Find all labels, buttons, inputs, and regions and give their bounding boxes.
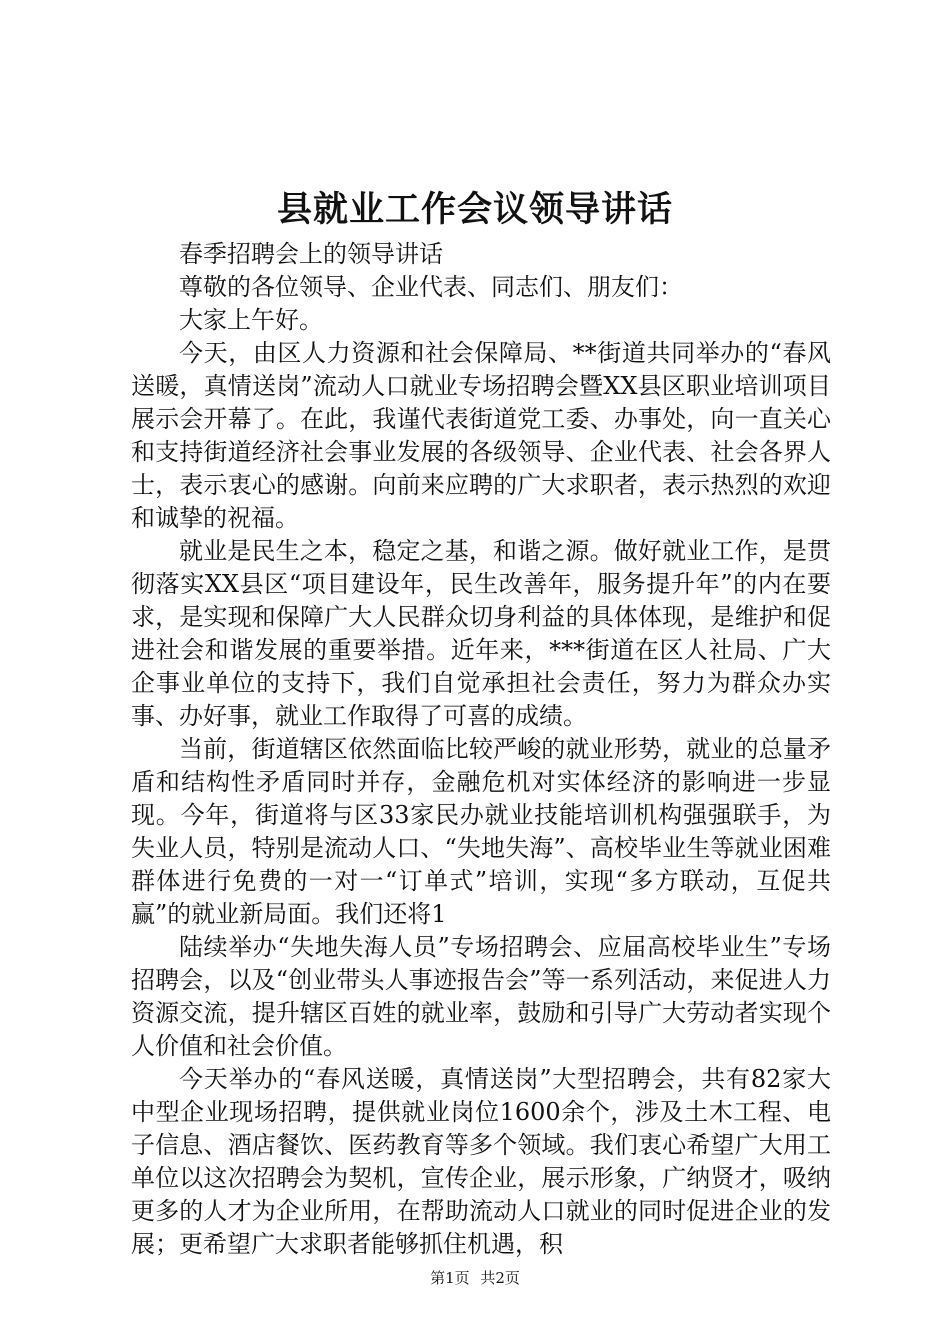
document-body [131,238,831,1261]
paragraph-subtitle: 春季招聘会上的领导讲话 [179,240,443,268]
page-number: 第1页 [430,1269,470,1287]
page-footer [0,1268,950,1288]
paragraph-job-fair: 今天举办的“春风送暖，真情送岗”大型招聘会，共有82家大中型企业现场招聘，提供就业岗位1600余个，涉及土木工程、电子信息、酒店餐饮、医药教育等多个领域。我们衷心希望广大用工单位以这次招聘会为契机，宣传企业，展示形象，广纳贤才，吸纳更多的人才为企业所用，在帮助流动人口就业的同时促进企业的发展；更希望广大求职者能够抓住机遇，积 [131,1065,831,1258]
document-title: 县就业工作会议领导讲话 [276,189,673,230]
paragraph-activities: 陆续举办“失地失海人员”专场招聘会、应届高校毕业生”专场招聘会，以及“创业带头人事迹报告会”等一系列活动，来促进人力资源交流，提升辖区百姓的就业率，鼓励和引导广大劳动者实现个人价值和社会价值。 [131,933,831,1060]
paragraph-greeting: 大家上午好。 [179,306,323,334]
paragraph-employment-importance: 就业是民生之本，稳定之基，和谐之源。做好就业工作，是贯彻落实XX县区“项目建设年，民生改善年，服务提升年”的内在要求，是实现和保障广大人民群众切身利益的具体体现，是维护和促进社会和谐发展的重要举措。近年来，***街道在区人社局、广大企事业单位的支持下，我们自觉承担社会责任，努力为群众办实事、办好事，就业工作取得了可喜的成绩。 [131,537,831,730]
paragraph-salutation: 尊敬的各位领导、企业代表、同志们、朋友们： [179,273,683,301]
paragraph-current-situation: 当前，街道辖区依然面临比较严峻的就业形势，就业的总量矛盾和结构性矛盾同时并存，金融危机对实体经济的影响进一步显现。今年，街道将与区33家民办就业技能培训机构强强联手，为失业人员，特别是流动人口、“失地失海”、高校毕业生等就业困难群体进行免费的一对一“订单式”培训，实现“多方联动，互促共赢”的就业新局面。我们还将1 [131,735,831,928]
paragraph-opening: 今天，由区人力资源和社会保障局、**街道共同举办的“春风送暖，真情送岗”流动人口就业专场招聘会暨XX县区职业培训项目展示会开幕了。在此，我谨代表街道党工委、办事处，向一直关心和支持街道经济社会事业发展的各级领导、企业代表、社会各界人士，表示衷心的感谢。向前来应聘的广大求职者，表示热烈的欢迎和诚挚的祝福。 [131,339,831,532]
page-total: 共2页 [480,1269,520,1287]
